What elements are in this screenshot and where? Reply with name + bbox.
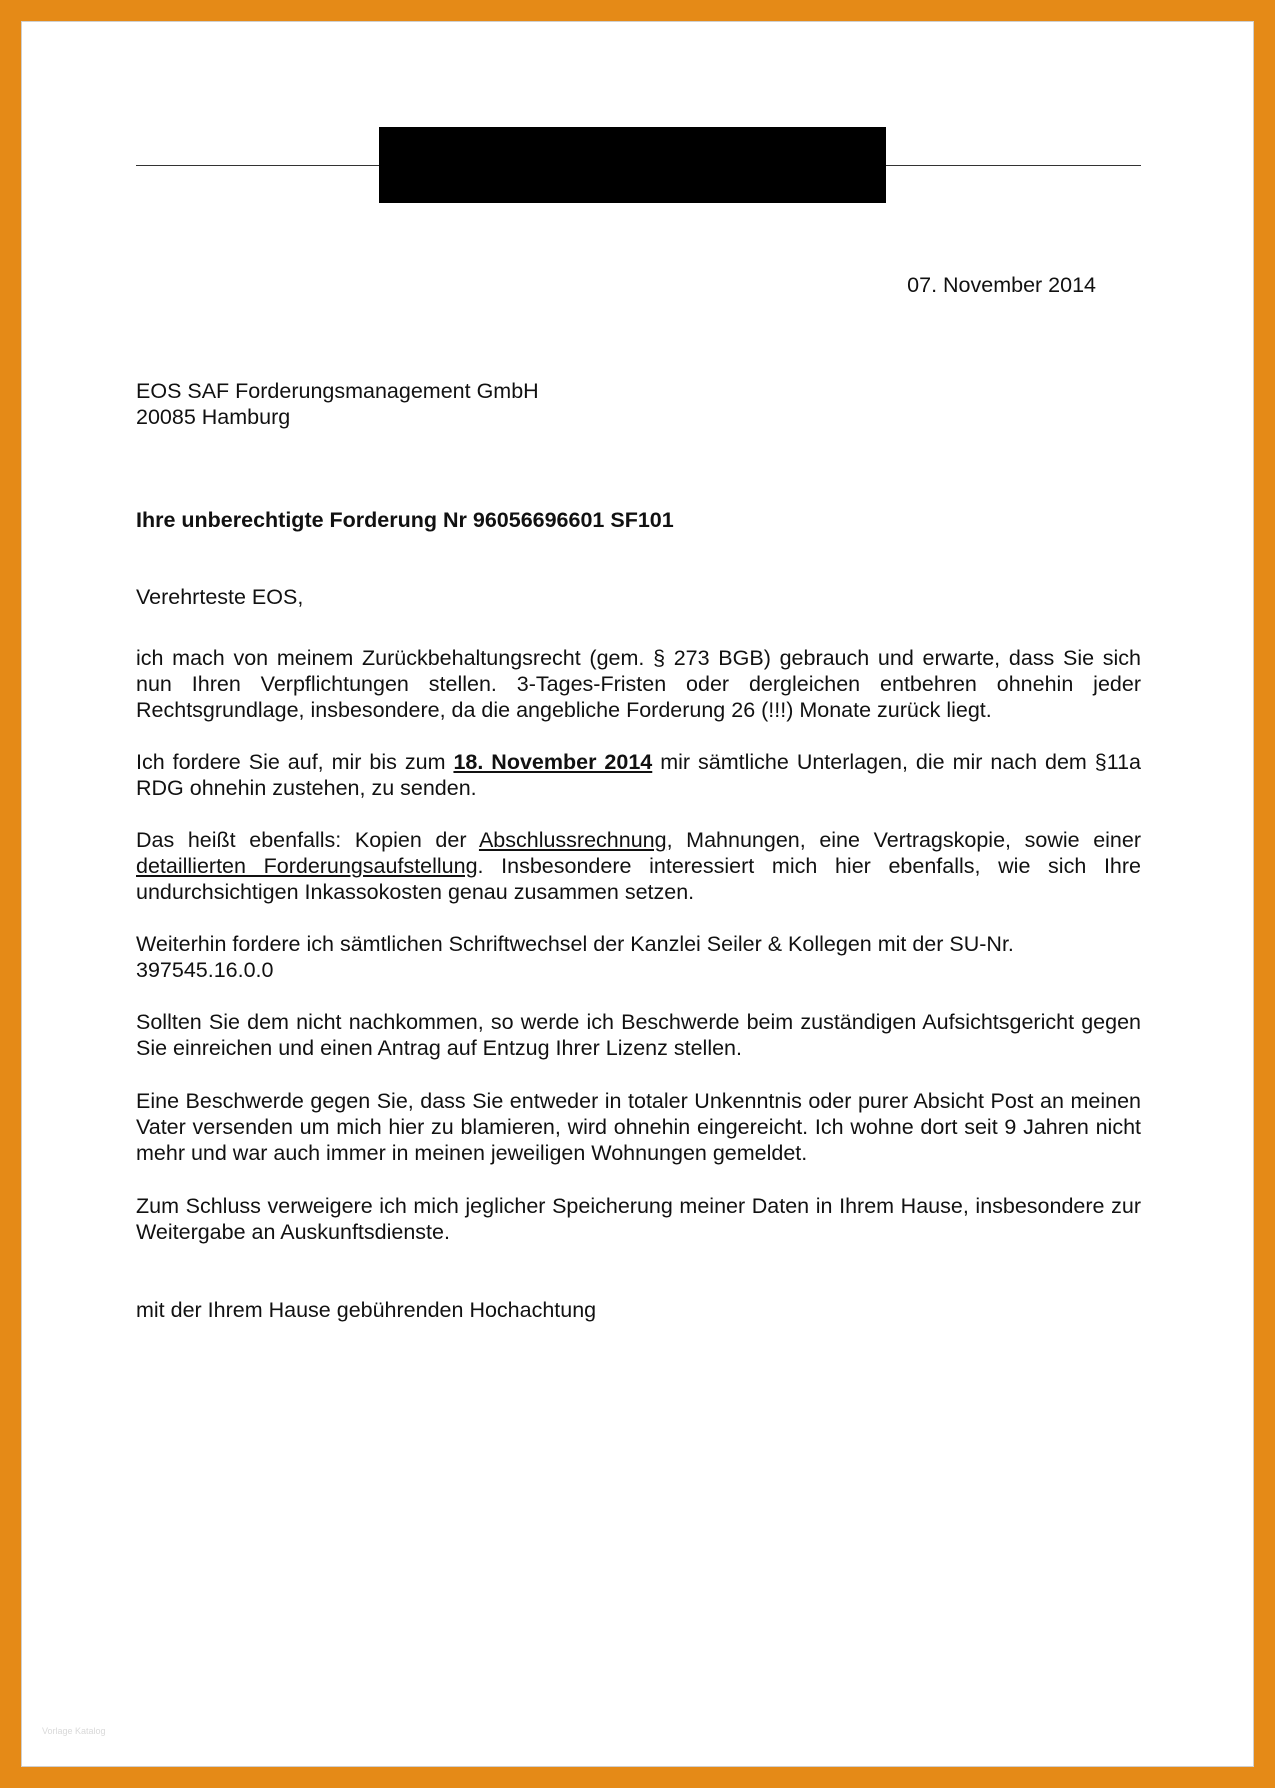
paragraph-complaint-warning: Sollten Sie dem nicht nachkommen, so werde ich Beschwerde beim zuständigen Aufsichtsgericht gegen Sie einreichen und einen Antrag auf Entzug Ihrer Lizenz stellen.: [136, 1010, 1141, 1060]
paragraph-complaint-filed: Eine Beschwerde gegen Sie, dass Sie entweder in totaler Unkenntnis oder purer Absicht Post an meinen Vater versenden um mich hier zu blamieren, wird ohnehin eingereicht. Ich wohne dort seit 9 Jahren nicht mehr und war auch immer in meinen jeweiligen Wohnungen gemeldet.: [136, 1089, 1141, 1165]
salutation: Verehrteste EOS,: [136, 585, 304, 609]
paragraph-copies: [136, 827, 1141, 905]
letter-subject: Ihre unberechtigte Forderung Nr 96056696601 SF101: [136, 508, 674, 532]
p2-before: Ich fordere Sie auf, mir bis zum: [136, 750, 454, 774]
recipient-city: 20085 Hamburg: [136, 405, 291, 429]
itemized-claim-term: detaillierten Forderungsaufstellung: [136, 854, 478, 878]
letter-date: 07. November 2014: [907, 273, 1096, 297]
redacted-sender-block: [379, 127, 886, 203]
p2-after: mir sämtliche Unterlagen, die mir nach dem §11a RDG ohnehin zustehen, zu senden.: [136, 750, 1142, 800]
p3-before: Das heißt ebenfalls: Kopien der: [136, 828, 479, 852]
paragraph-data-storage: Zum Schluss verweigere ich mich jeglicher Speicherung meiner Daten in Ihrem Hause, insbesondere zur Weitergabe an Auskunftsdienste.: [136, 1194, 1141, 1244]
closing-phrase: mit der Ihrem Hause gebührenden Hochachtung: [136, 1298, 597, 1322]
recipient-address: [136, 378, 539, 430]
p3-middle: , Mahnungen, eine Vertragskopie, sowie einer: [666, 828, 1141, 852]
letter-page: [21, 21, 1254, 1767]
deadline-date: 18. November 2014: [453, 750, 653, 774]
final-invoice-term: Abschlussrechnung: [478, 828, 667, 852]
paragraph-retention-right: ich mach von meinem Zurückbehaltungsrecht (gem. § 273 BGB) gebrauch und erwarte, dass Sie sich nun Ihren Verpflichtungen stellen. 3-Tages-Fristen oder dergleichen entbehren ohnehin jeder Rechtsgrundlage, insbesondere, da die angebliche Forderung 26 (!!!) Monate zurück liegt.: [136, 646, 1141, 722]
paragraph-document-request: [136, 749, 1141, 801]
p3-after: . Insbesondere interessiert mich hier ebenfalls, wie sich Ihre undurchsichtigen Inkassokosten genau zusammen setzen.: [136, 854, 1141, 904]
watermark: Vorlage Katalog: [42, 1726, 106, 1736]
recipient-name: EOS SAF Forderungsmanagement GmbH: [136, 379, 539, 403]
paragraph-correspondence: Weiterhin fordere ich sämtlichen Schriftwechsel der Kanzlei Seiler & Kollegen mit der SU-Nr. 397545.16.0.0: [136, 932, 1014, 982]
